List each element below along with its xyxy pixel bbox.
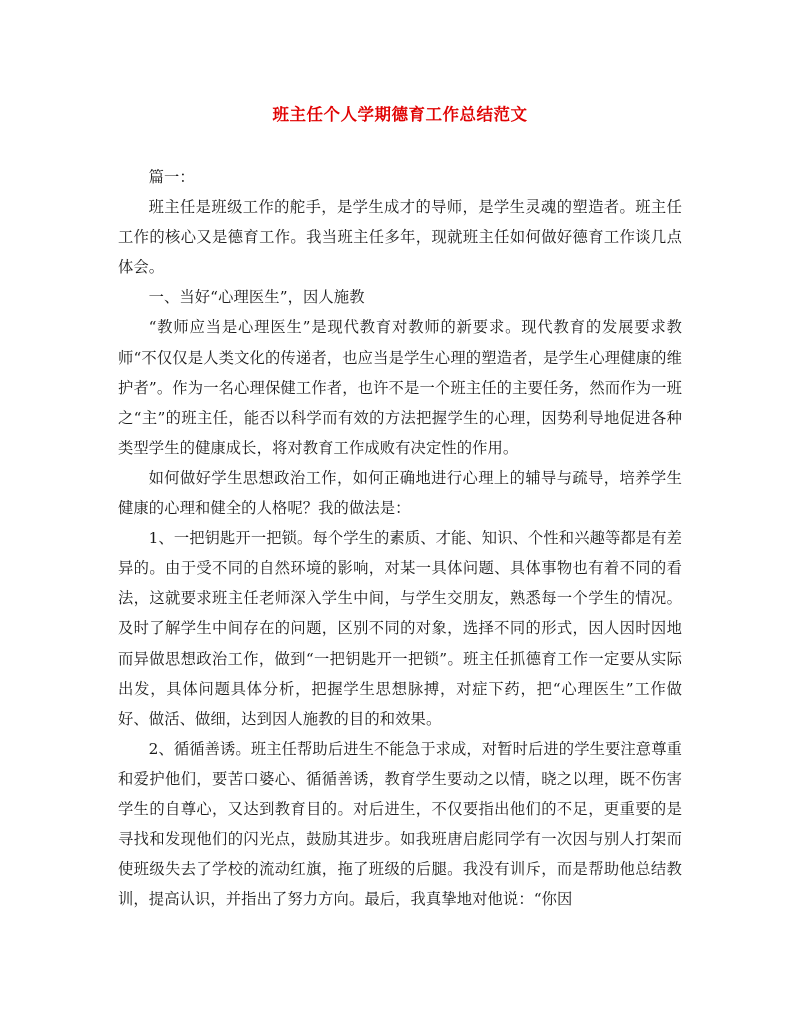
body-paragraph: 1、一把钥匙开一把锁。每个学生的素质、才能、知识、个性和兴趣等都是有差异的。由于受不同的自然环境的影响，对某一具体问题、具体事物也有着不同的看法，这就要求班主任老师深入学生中间，与学生交朋友，熟悉每一个学生的情况。及时了解学生中间存在的问题，区别不同的对象，选择不同的形式，因人因时因地而异做思想政治工作，做到“一把钥匙开一把锁”。班主任抓德育工作一定要从实际出发，具体问题具体分析，把握学生思想脉搏，对症下药，把“心理医生”工作做好、做活、做细，达到因人施教的目的和效果。 — [118, 529, 682, 728]
document-title: 班主任个人学期德育工作总结范文 — [272, 105, 528, 124]
body-paragraph: 2、循循善诱。班主任帮助后进生不能急于求成，对暂时后进的学生要注意尊重和爱护他们，要苦口婆心、循循善诱，教育学生要动之以情，晓之以理，既不伤害学生的自尊心，又达到教育目的。对后进生，不仅要指出他们的不足，更重要的是寻找和发现他们的闪光点，鼓励其进步。如我班唐启彪同学有一次因与别人打架而使班级失去了学校的流动红旗，拖了班级的后腿。我没有训斥，而是帮助他总结教训，提高认识，并指出了努力方向。最后，我真挚地对他说：“你因 — [118, 739, 682, 909]
section-heading: 一、当好“心理医生”，因人施教 — [148, 288, 365, 307]
intro-paragraph: 班主任是班级工作的舵手，是学生成才的导师，是学生灵魂的塑造者。班主任工作的核心又是德育工作。我当班主任多年，现就班主任如何做好德育工作谈几点体会。 — [118, 198, 682, 277]
body-paragraph: 如何做好学生思想政治工作，如何正确地进行心理上的辅导与疏导，培养学生健康的心理和健全的人格呢？我的做法是： — [118, 468, 682, 518]
section-label: 篇一： — [148, 168, 195, 186]
body-paragraph: “教师应当是心理医生”是现代教育对教师的新要求。现代教育的发展要求教师“不仅仅是人类文化的传递者，也应当是学生心理的塑造者，是学生心理健康的维护者”。作为一名心理保健工作者，也许不是一个班主任的主要任务，然而作为一班之“主”的班主任，能否以科学而有效的方法把握学生的心理，因势利导地促进各种类型学生的健康成长，将对教育工作成败有决定性的作用。 — [118, 318, 682, 457]
